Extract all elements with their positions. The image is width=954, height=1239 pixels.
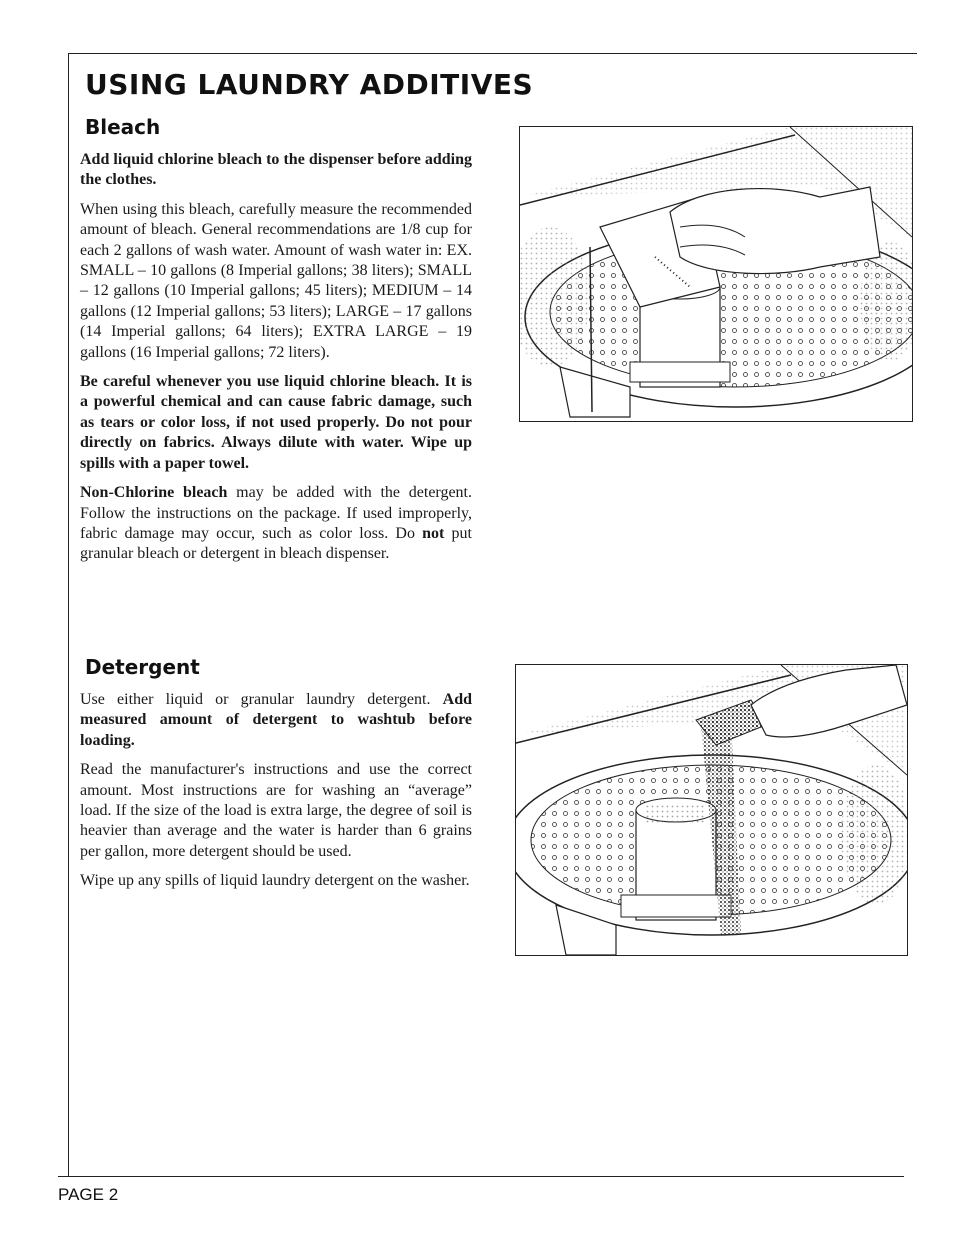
non-chlorine-text-2: put granular bleach or detergent in bleach dispenser. bbox=[80, 524, 472, 563]
detergent-illustration bbox=[515, 664, 908, 956]
detergent-instructions: Read the manufacturer's instructions and use the correct amount. Most instructions are for washing an “average” load. If the size of the load is extra large, the degree of soil is heavier than average and the water is harder than 6 grains per gallon, more detergent should be used. bbox=[80, 761, 472, 860]
bleach-measure-text: When using this bleach, carefully measure the recommended amount of bleach. General recommendations are 1/8 cup for each 2 gallons of wash water. Amount of wash water in: EX. SMALL – 10 gallons (8 Imperial gallons; 38 liters); SMALL – 12 gallons (10 Imperial gallons; 45 liters); MEDIUM – 14 gallons (12 Imperial gallons; 53 liters); LARGE – 17 gallons (14 Imperial gallons; 64 liters); EXTRA LARGE – 19 gallons (16 Imperial gallons; 72 liters). bbox=[80, 200, 472, 361]
bleach-section bbox=[80, 150, 472, 574]
detergent-intro-bold: Add measured amount of detergent to washtub before loading. bbox=[80, 691, 472, 749]
detergent-heading: Detergent bbox=[85, 655, 200, 679]
bottom-rule bbox=[58, 1176, 904, 1177]
detergent-spills: Wipe up any spills of liquid laundry detergent on the washer. bbox=[80, 872, 470, 890]
non-chlorine-text-1: may be added with the detergent. Follow the instructions on the package. If used improperly, fabric damage may occur, such as color loss. Do bbox=[80, 484, 472, 542]
non-chlorine-paragraph bbox=[80, 483, 472, 565]
detergent-intro-plain: Use either liquid or granular laundry detergent. bbox=[80, 691, 443, 708]
page-title: USING LAUNDRY ADDITIVES bbox=[85, 68, 534, 101]
detergent-intro bbox=[80, 690, 472, 751]
page-number: PAGE 2 bbox=[58, 1185, 119, 1204]
bleach-heading: Bleach bbox=[85, 115, 161, 139]
bleach-illustration bbox=[519, 126, 913, 422]
top-rule bbox=[68, 53, 917, 54]
detergent-section bbox=[80, 690, 472, 901]
bleach-warning: Be careful whenever you use liquid chlorine bleach. It is a powerful chemical and can cause fabric damage, such as tears or color loss, if not used properly. Do not pour directly on fabrics. Always dilute with water. Wipe up spills with a paper towel. bbox=[80, 373, 472, 472]
non-chlorine-not: not bbox=[422, 524, 445, 542]
non-chlorine-lead: Non-Chlorine bleach bbox=[80, 484, 228, 502]
left-rule bbox=[68, 53, 69, 1176]
bleach-instruction: Add liquid chlorine bleach to the dispenser before adding the clothes. bbox=[80, 151, 472, 189]
